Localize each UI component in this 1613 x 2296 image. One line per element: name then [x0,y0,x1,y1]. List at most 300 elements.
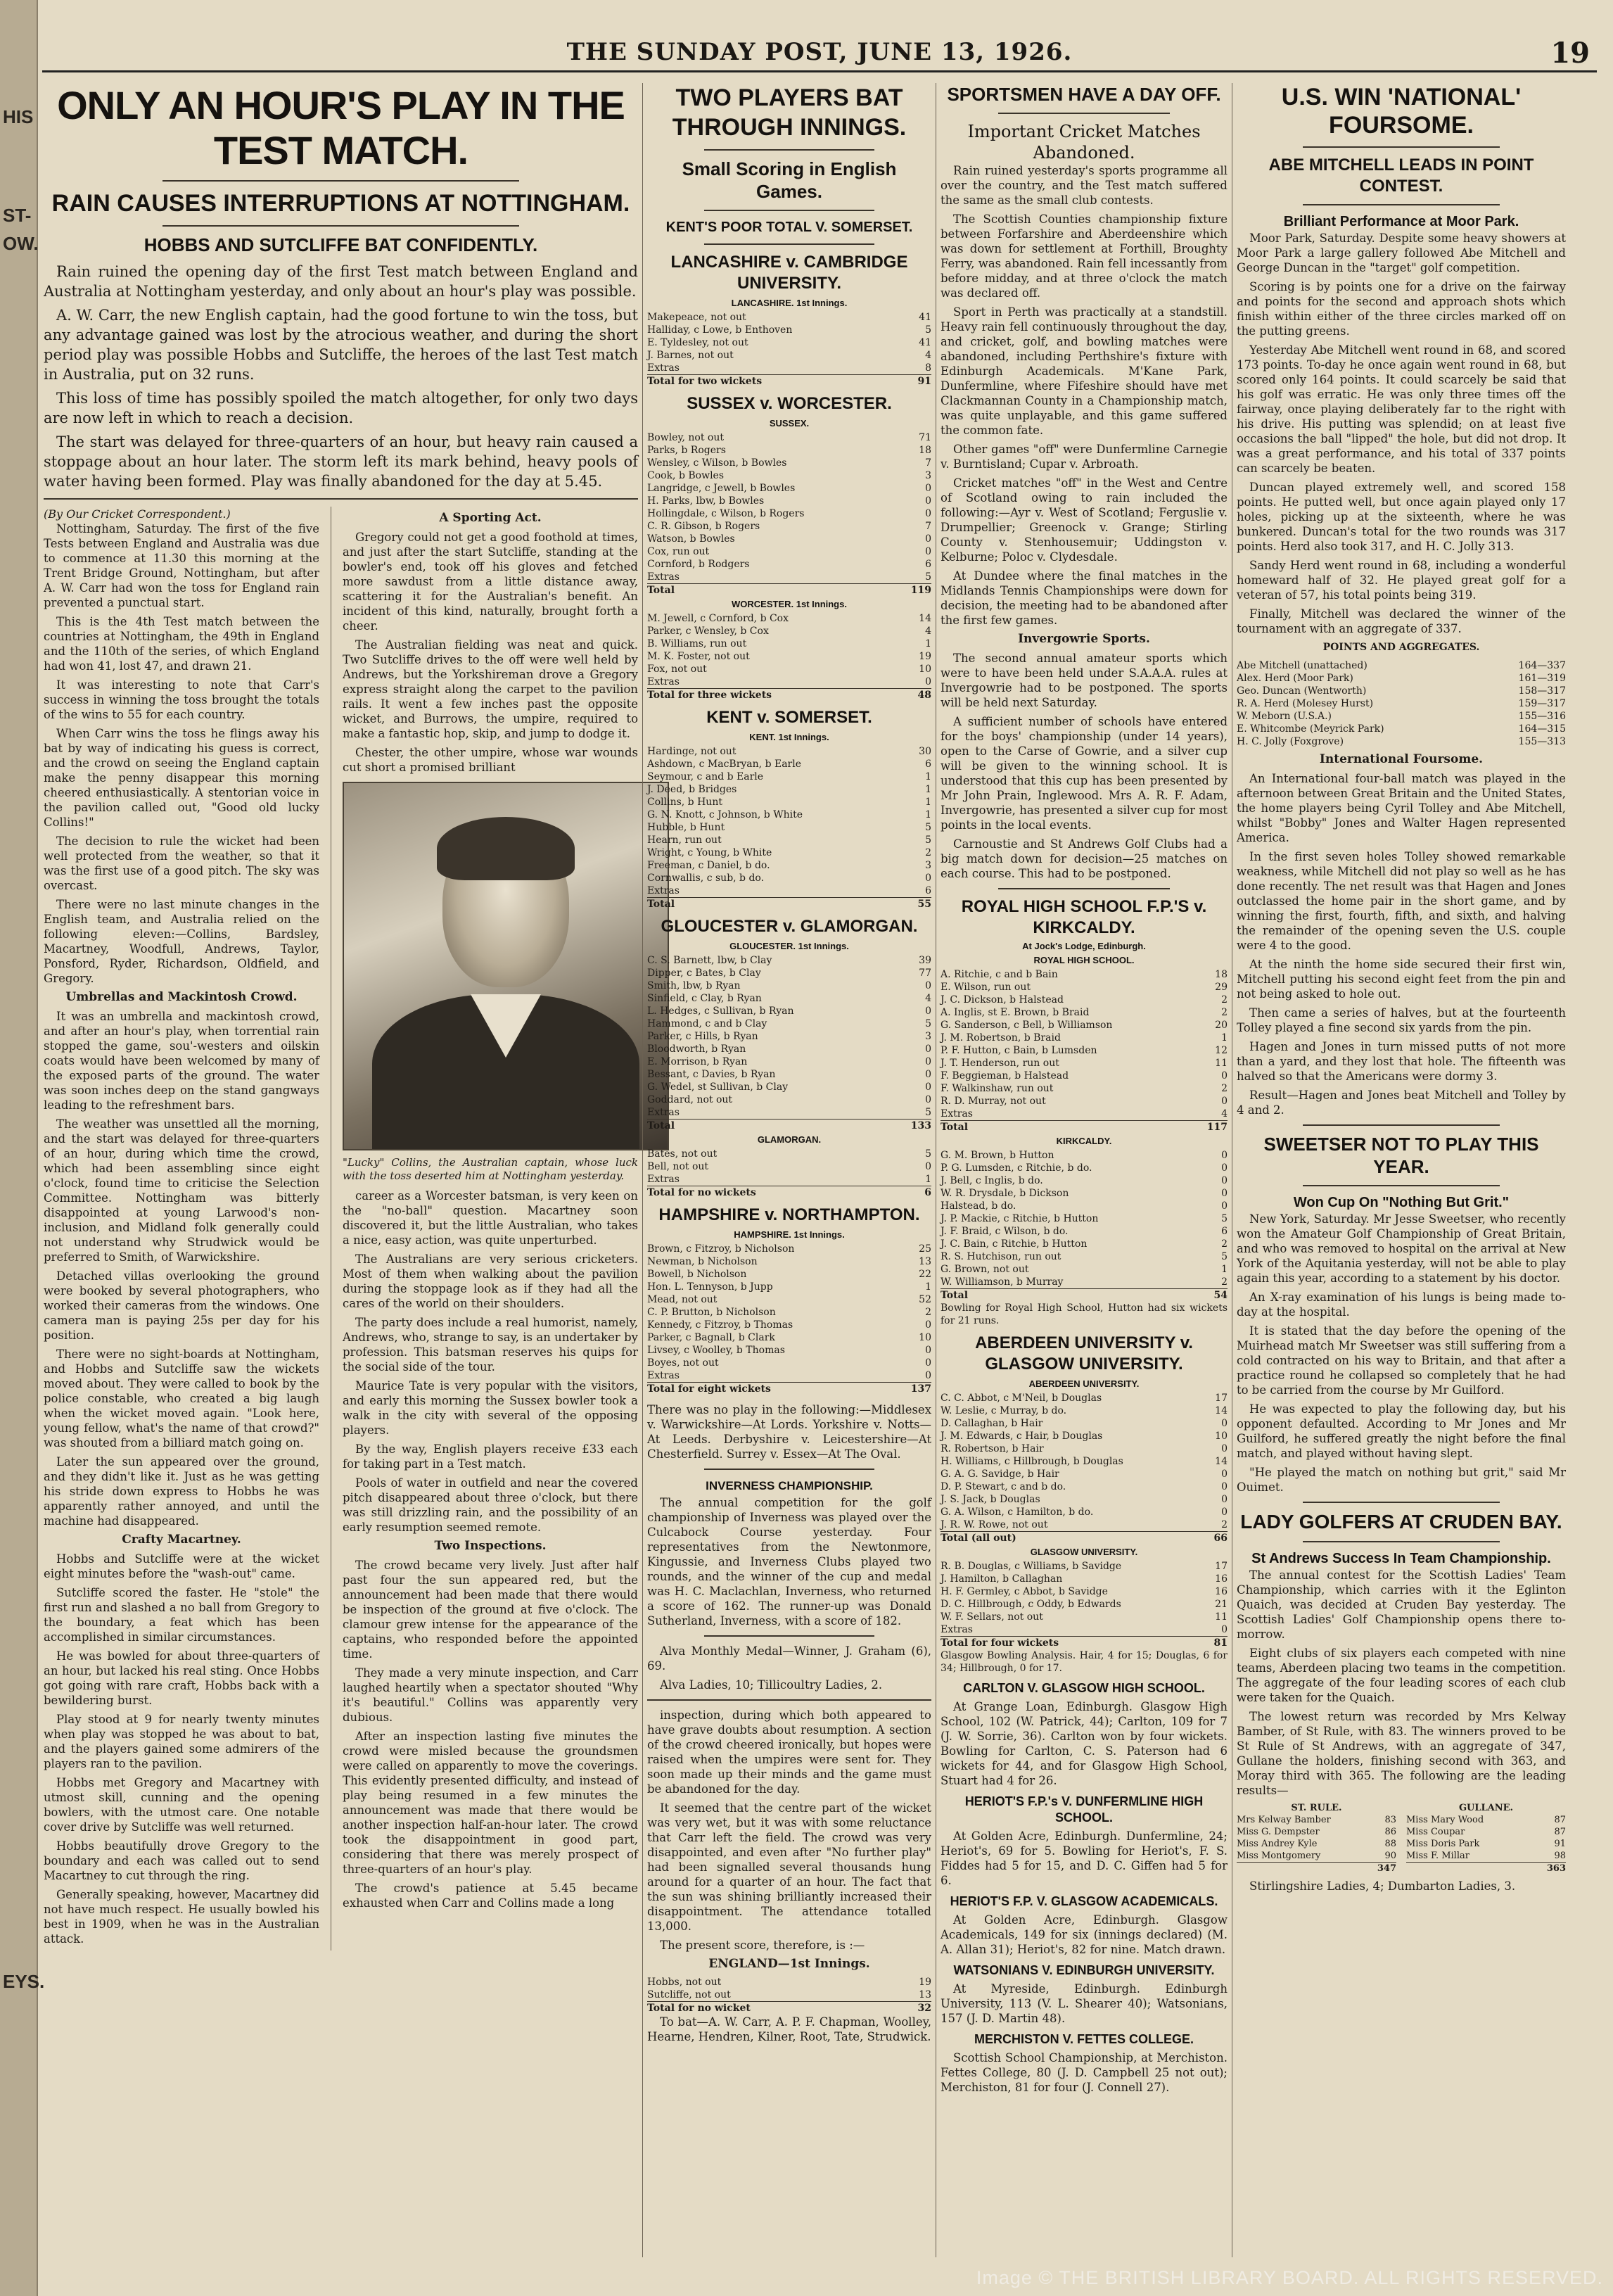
score-row [647,1369,931,1382]
body-paragraph: After an inspection lasting five minutes the crowd were misled because the groundsmen were called on apparently to move the coverings. This evidently presented difficulty, and instead of play being resumed in a few minutes the announcement was made that there would be another inspection half-an-hour later. The crowd took the disappointment in good part, considering that there was merely prospect of three-quarters of an hour's play. [343,1730,638,1876]
byline: (By Our Cricket Correspondent.) [44,507,231,521]
score-row [647,979,931,992]
score-row [941,1225,1228,1238]
runs: 7 [925,521,931,532]
body-paragraph: Eight clubs of six players each competed with nine teams, Aberdeen placing two teams in the competition. The aggregate of the four leading scores of each club were taken for the Quaich. [1237,1647,1566,1704]
score-row [941,1623,1228,1636]
runs: 16 [1215,1586,1228,1597]
county-scoreboards [647,252,931,1395]
score-row [647,1268,931,1281]
club-row [1237,1814,1396,1826]
batsman: Extras [647,362,680,374]
total-label: Total for four wickets [941,1637,1059,1649]
score-row [647,1319,931,1331]
body-paragraph: The Australian fielding was neat and quick. Two Sutcliffe drives to the off were well held by Andrews, but the Yorkshireman drove a Gregory express straight along the carpet to the pavilion rails. It went a few inches past the opposite wicket, and Burrows, the umpire, required to make a fantastic hop, skip, and jump to dodge it. [343,638,638,740]
score-row [941,1573,1228,1585]
total-runs: 48 [917,690,931,701]
score-row [647,1106,931,1119]
batsman: Extras [941,1108,973,1120]
score-row [647,324,931,336]
lead-headline: ONLY AN HOUR'S PLAY IN THE TEST MATCH. [57,83,625,172]
batsman: J. Barnes, not out [647,350,734,361]
score-row [941,1404,1228,1417]
score-row [941,1200,1228,1212]
total-row [647,1186,931,1199]
score: 91 [1554,1839,1566,1849]
runs: 5 [925,324,931,336]
club-name: GULLANE. [1458,1803,1514,1813]
score-row [647,1148,931,1160]
runs: 2 [1221,1007,1228,1018]
points: 164—315 [1518,723,1566,735]
england-innings-head: ENGLAND—1st Innings. [708,1957,870,1971]
total-runs: 133 [910,1120,931,1131]
score: 90 [1384,1851,1396,1861]
batsman: D. Callaghan, b Hair [941,1418,1043,1429]
batsman: Fox, not out [647,664,707,675]
points-row [1237,710,1566,723]
batsman: L. Hedges, c Sullivan, b Ryan [647,1006,794,1017]
score-row [941,1417,1228,1430]
total-row [941,1531,1228,1545]
body-paragraph: Alva Ladies, 10; Tillicoultry Ladies, 2. [660,1678,883,1692]
score-row [941,1212,1228,1225]
batsman: J. F. Braid, c Wilson, b do. [941,1226,1069,1237]
batsman: W. F. Sellars, not out [941,1611,1043,1623]
batsman: Livsey, c Woolley, b Thomas [647,1345,785,1356]
masthead [42,37,1597,72]
runs: 0 [925,483,931,494]
batsman: Extras [647,571,680,583]
body-paragraph: He was bowled for about three-quarters of an hour, but lacked his real sting. Once Hobbs got going with rare craft, Hobbs back with a bewildering burst. [44,1649,320,1707]
batsman: Extras [647,885,680,896]
batsman: C. S. Barnett, lbw, b Clay [647,955,772,966]
runs: 19 [919,651,931,662]
batsman: G. Brown, not out [941,1264,1029,1275]
bowling-note: Glasgow Bowling Analysis. Hair, 4 for 15; Douglas, 6 for 34; Hillbrough, 0 for 17. [941,1650,1228,1674]
score-row [647,872,931,884]
runs: 0 [1221,1162,1228,1174]
score-row [941,1238,1228,1250]
runs: 1 [925,1174,931,1185]
runs: 30 [919,746,931,757]
batsman: Bloodworth, b Ryan [647,1044,746,1055]
batsman: Collins, b Hunt [647,797,722,808]
score-row [647,1293,931,1306]
runs: 14 [1215,1405,1228,1416]
total-row [941,1636,1228,1649]
score: 87 [1554,1827,1566,1837]
score-row [647,1093,931,1106]
body-paragraph: The annual contest for the Scottish Ladies' Team Championship, which carries with it the Eglinton Quaich, was decided at Cruden Bay yesterday. The Scottish Ladies' Golf Championship opens there to-morrow. [1237,1568,1566,1641]
batsman: E. Tyldesley, not out [647,337,748,348]
body-paragraph: Maurice Tate is very popular with the visitors, and early this morning the Sussex bowler took a walk in the city with several of the opposing players. [343,1379,638,1437]
body-paragraph: Generally speaking, however, Macartney did not have much respect. He usually bowled his best in 1909, when he was in the Australian attack. [44,1888,320,1946]
previous-page-gutter [0,0,45,2296]
score-row [647,533,931,545]
match-head: GLOUCESTER. 1st Innings. [729,941,849,951]
score-row [647,520,931,533]
score-row [941,981,1228,994]
runs: 18 [1215,969,1228,980]
match-head: SUSSEX. [769,418,810,429]
batsman: Parker, c Wensley, b Cox [647,626,769,637]
match-head: ABERDEEN UNIVERSITY. [1028,1378,1140,1389]
score-row [941,1082,1228,1095]
total-label: Total for no wickets [647,1187,756,1198]
batsman: B. Williams, run out [647,638,747,649]
body-paragraph: The present score, therefore, is :— [660,1939,865,1952]
result-text: At Grange Loan, Edinburgh. Glasgow High School, 102 (W. Patrick, 44); Carlton, 109 for 7 (J. W. Sorrie, 36). Carlton won by four wickets. Bowling for Carlton, C. S. Paterson had 6 wickets for 44, and for Glasgow High School, Stuart had 4 for 26. [941,1700,1228,1787]
batsman: Bessant, c Davies, b Ryan [647,1069,776,1080]
runs: 10 [1215,1431,1228,1442]
total-label: Total [647,1120,675,1131]
runs: 4 [925,350,931,361]
golf-headline: U.S. WIN 'NATIONAL' FOURSOME. [1281,84,1522,139]
score-row [647,311,931,324]
score-row [941,1044,1228,1057]
runs: 0 [925,1319,931,1331]
points: 161—319 [1518,673,1566,684]
body-paragraph: Hagen and Jones in turn missed putts of not more than a yard, and they lost that hole. The fifteenth was halved so that the Americans were dormy 3. [1237,1040,1566,1083]
score-row [647,783,931,796]
score-row [941,1276,1228,1288]
player: Miss Coupar [1406,1827,1465,1837]
body-paragraph: Hobbs beautifully drove Gregory to the boundary and each was called out to send Macartney to cut through the ring. [44,1839,320,1882]
player: Miss G. Dempster [1237,1827,1320,1837]
result-headline: WATSONIANS V. EDINBURGH UNIVERSITY. [953,1963,1215,1977]
body-paragraph: Sandy Herd went round in 68, including a wonderful homeward half of 32. He played great golf for a veteran of 57, his total points being 319. [1237,559,1566,602]
result-headline: HERIOT'S F.P. V. GLASGOW ACADEMICALS. [950,1894,1218,1908]
body-paragraph: Scoring is by points one for a drive on the fairway and points for the second and approach shots which finish within either of the three circles marked off on the putting greens. [1237,280,1566,338]
st-rule-results [1237,1802,1396,1875]
collins-portrait-photo [343,782,669,1150]
runs: 2 [1221,994,1228,1006]
score-row [647,821,931,834]
runs: 5 [1221,1213,1228,1224]
body-paragraph: Result—Hagen and Jones beat Mitchell and Tolley by 4 and 2. [1237,1089,1566,1117]
score-row [941,1455,1228,1468]
score-row [941,1095,1228,1108]
score-row [647,1344,931,1357]
score: 86 [1384,1827,1396,1837]
sweetser-headline: SWEETSER NOT TO PLAY THIS YEAR. [1263,1134,1539,1177]
score-row [647,676,931,688]
total-row [647,1382,931,1395]
batsman: G. A. G. Savidge, b Hair [941,1469,1059,1480]
body-paragraph: To bat—A. W. Carr, A. P. F. Chapman, Woolley, Hearne, Hendren, Kilner, Root, Tate, Strudwick. [647,2015,931,2043]
total-label: Total for three wickets [647,690,772,701]
batsman: Brown, c Fitzroy, b Nicholson [647,1243,795,1255]
body-paragraph: inspection, during which both appeared to have grave doubts about resumption. A section of the crowd cheered ironically, but hopes were raised when the umpires were sent for. They soon made up their minds and the game must be abandoned for the day. [647,1708,931,1796]
scottish-sport-column [941,83,1228,2257]
runs: 0 [1221,1469,1228,1480]
total-label: Total for two wickets [647,376,763,387]
batsman: Bowell, b Nicholson [647,1269,747,1280]
total-runs: 32 [917,2003,931,2014]
runs: 10 [919,1332,931,1343]
lead-subhead-2: HOBBS AND SUTCLIFFE BAT CONFIDENTLY. [144,234,538,255]
club-total: 347 [1237,1862,1396,1875]
body-paragraph: Hobbs and Sutcliffe were at the wicket eight minutes before the "wash-out" came. [44,1552,320,1580]
runs: 1 [1221,1264,1228,1275]
team-results [1237,1802,1566,1875]
golf-subhead: ABE MITCHELL LEADS IN POINT CONTEST. [1268,156,1534,196]
county-subhead: Small Scoring in English Games. [682,158,897,202]
batsman: Parker, c Hills, b Ryan [647,1031,758,1042]
body-paragraph: Sutcliffe scored the faster. He "stole" the first run and slashed a no ball from Gregory to the boundary, a feat which has been accomplished in similar circumstances. [44,1586,320,1644]
runs: 2 [925,1307,931,1318]
inverness-headline: INVERNESS CHAMPIONSHIP. [706,1479,873,1492]
batsman: P. G. Lumsden, c Ritchie, b do. [941,1162,1092,1174]
body-paragraph: It was an umbrella and mackintosh crowd, and after an hour's play, when torrential rain stopped the game, sou'-westers and oilskin coats would have been welcomed by many of the exposed parts of the ground. The water was soon inches deep on the stand gangways leading to the refreshment bars. [44,1010,320,1112]
runs: 0 [925,495,931,507]
county-cricket-column [647,83,931,2257]
batsman: R. D. Murray, not out [941,1096,1046,1107]
golf-column [1237,83,1566,2257]
batsman: Wensley, c Wilson, b Bowles [647,457,787,469]
sport-subhead: Important Cricket Matches Abandoned. [967,122,1201,163]
batsman: Hubble, b Hunt [647,822,725,833]
result-headline: HERIOT'S F.P.'s V. DUNFERMLINE HIGH SCHOOL. [964,1794,1204,1825]
batsman: Boyes, not out [647,1357,719,1369]
lead-subhead: RAIN CAUSES INTERRUPTIONS AT NOTTINGHAM. [51,190,630,217]
points: 155—316 [1518,711,1566,722]
runs: 2 [925,847,931,858]
batsman: M. Jewell, c Cornford, b Cox [647,613,789,624]
batsman: J. C. Bain, c Ritchie, b Hutton [941,1238,1088,1250]
royal-high-headline: ROYAL HIGH SCHOOL F.P.'S v. KIRKCALDY. [961,897,1207,937]
runs: 0 [1221,1096,1228,1107]
lady-golfers-subhead: St Andrews Success In Team Championship. [1251,1551,1551,1566]
runs: 4 [925,626,931,637]
runs: 29 [1215,982,1228,993]
runs: 19 [919,1977,931,1988]
batsman: C. P. Brutton, b Nicholson [647,1307,776,1318]
score-row [941,1598,1228,1611]
batsman: P. F. Hutton, c Bain, b Lumsden [941,1045,1097,1056]
county-subhead-2: KENT'S POOR TOTAL V. SOMERSET. [665,220,913,235]
match-head: LANCASHIRE v. CAMBRIDGE UNIVERSITY. [670,253,908,293]
runs: 0 [925,1006,931,1017]
score-row [647,625,931,638]
runs: 4 [1221,1108,1228,1120]
score-row [647,362,931,374]
batsman: J. Deed, b Bridges [647,784,737,795]
score-row [647,545,931,558]
runs: 7 [925,457,931,469]
batsman: D. C. Hillbrough, c Oddy, b Edwards [941,1599,1121,1610]
score-row [647,444,931,457]
body-paragraph: When Carr wins the toss he flings away his bat by way of indicating his guess is correct, and the crowd on seeing the England captain make the penny disappear this morning cheered enthusiastically. A stentorian voice in the pavilion called out, "Good old lucky Collins!" [44,727,320,829]
body-paragraph: Then came a series of halves, but at the fourteenth Tolley played a fine second six yards from the pin. [1237,1006,1566,1034]
lead-column-right [343,507,638,1951]
batsman: Cornwallis, c sub, b do. [647,873,765,884]
score-row [941,1468,1228,1480]
player: Miss Montgomery [1237,1851,1321,1861]
club-row [1237,1838,1396,1850]
score-row [647,495,931,507]
club-row [1406,1838,1566,1850]
points: 158—317 [1518,685,1566,697]
score-row [941,1174,1228,1187]
no-play-note: There was no play in the following:—Middlesex v. Warwickshire—At Lords. Yorkshire v. Notts—At Leeds. Derbyshire v. Leicestershire—At Chesterfield. Surrey v. Essex—At The Oval. [647,1403,931,1461]
school-scoreboards [941,940,1228,1675]
body-paragraph: Carnoustie and St Andrews Golf Clubs had a big match down for decision—25 matches on each course. This had to be postponed. [941,837,1228,880]
match-head: KIRKCALDY. [1056,1136,1112,1146]
score-row [647,571,931,583]
runs: 1 [925,1281,931,1293]
total-label: Total [941,1290,969,1301]
club-name: ST. RULE. [1291,1803,1342,1813]
club-row [1406,1826,1566,1838]
runs: 22 [919,1269,931,1280]
runs: 0 [925,1082,931,1093]
runs: 52 [919,1294,931,1305]
match-head: GLOUCESTER v. GLAMORGAN. [661,917,918,936]
body-paragraph: Pools of water in outfield and near the covered pitch disappeared about three o'clock, but there was still drizzling rain, and the possibility of an early resumption seemed remote. [343,1476,638,1534]
match-head: ABERDEEN UNIVERSITY v. GLASGOW UNIVERSITY. [975,1333,1193,1374]
runs: 0 [925,1345,931,1356]
runs: 1 [925,809,931,820]
runs: 1 [925,771,931,782]
runs: 3 [925,1031,931,1042]
body-paragraph: An X-ray examination of his lungs is being made to-day at the hospital. [1237,1290,1566,1319]
body-paragraph: The second annual amateur sports which were to have been held under S.A.A.A. rules at Invergowrie had to be postponed. The sports will be held next Saturday. [941,652,1228,709]
runs: 0 [925,1094,931,1105]
runs: 17 [1215,1561,1228,1572]
copyright-watermark: Image © THE BRITISH LIBRARY BOARD. ALL RIGHTS RESERVED. [976,2267,1603,2288]
match-head: HAMPSHIRE. 1st Innings. [734,1229,845,1240]
sport-headline: SPORTSMEN HAVE A DAY OFF. [947,84,1221,105]
runs: 16 [1215,1573,1228,1585]
runs: 18 [919,445,931,456]
score-row [647,1989,931,2001]
runs: 0 [925,1161,931,1172]
england-scoreboard [647,1976,931,2015]
batsman: J. M. Robertson, b Braid [941,1032,1061,1044]
crosshead: Two Inspections. [434,1539,547,1553]
runs: 0 [925,1069,931,1080]
total-runs: 66 [1213,1533,1228,1544]
body-paragraph: There were no sight-boards at Nottingham, and Hobbs and Sutcliffe saw the wickets moved about. They were called to book by the police constable, who created a big laugh when the wicket moved again. "Look here, young fellow, what's the name of that crowd?" was shouted from a billiard match going on. [44,1347,320,1450]
batsman: M. K. Foster, not out [647,651,750,662]
result-text: At Myreside, Edinburgh. Edinburgh University, 113 (V. L. Shearer 40); Watsonians, 157 (J. D. Martin 48). [941,1982,1228,2025]
points-table-head: POINTS AND AGGREGATES. [1322,642,1480,653]
runs: 77 [919,968,931,979]
batsman: E. Morrison, b Ryan [647,1056,748,1067]
body-paragraph: By the way, English players receive £33 each for taking part in a Test match. [343,1442,638,1471]
body-paragraph: At Dundee where the final matches in the Midlands Tennis Championships were down for decision, the meeting had to be abandoned after the first few games. [941,569,1228,627]
total-label: Total for no wicket [647,2003,751,2014]
runs: 2 [1221,1083,1228,1094]
score-row [647,1357,931,1369]
runs: 11 [1215,1611,1228,1623]
batsman: Parks, b Rogers [647,445,726,456]
body-paragraph: Later the sun appeared over the ground, and they didn't like it. Just as he was getting his stride down express to Hobbs he was apparently rather annoyed, and until the machine had disappeared. [44,1455,320,1528]
batsman: J. R. W. Rowe, not out [941,1519,1048,1530]
batsman: Hon. L. Tennyson, b Jupp [647,1281,773,1293]
points-row [1237,685,1566,697]
runs: 41 [919,337,931,348]
body-paragraph: Sport in Perth was practically at a standstill. Heavy rain fell continuously throughout the day, and cricket, golf, and bowling matches were abandoned, including Perthshire's fixture with Edinburgh Academicals. M'Kane Park, Dunfermline, where Fifeshire should have met Clackmannan County in a Championship match, was quite unplayable, and this game suffered the common fate. [941,305,1228,437]
crosshead: Invergowrie Sports. [1018,632,1150,646]
player: Miss F. Millar [1406,1851,1469,1861]
batsman: J. T. Henderson, run out [941,1058,1059,1069]
result-text: Scottish School Championship, at Merchiston. Fettes College, 80 (J. D. Campbell 25 not out); Merchiston, 81 for four (J. Connell 27). [941,2051,1228,2094]
total-row [647,2001,931,2015]
runs: 39 [919,955,931,966]
player: Miss Andrey Kyle [1237,1839,1318,1849]
score: 88 [1384,1839,1396,1849]
batsman: Goddard, not out [647,1094,733,1105]
runs: 21 [1215,1599,1228,1610]
runs: 11 [1215,1058,1228,1069]
total-row [941,1288,1228,1302]
runs: 10 [919,664,931,675]
runs: 0 [1221,1494,1228,1505]
runs: 0 [1221,1070,1228,1082]
score-row [941,1585,1228,1598]
gutter-fragment: EYS. [3,1971,45,1992]
body-paragraph: They made a very minute inspection, and Carr laughed heartily when a spectator shouted "Why it's beautiful." Collins was apparently very dubious. [343,1666,638,1724]
runs: 5 [925,835,931,846]
runs: 1 [925,797,931,808]
score-row [647,1173,931,1186]
club-row [1406,1850,1566,1862]
gullane-results [1406,1802,1566,1875]
score-row [941,1108,1228,1120]
batsman: Hammond, c and b Clay [647,1018,767,1029]
runs: 1 [1221,1032,1228,1044]
body-paragraph: "He played the match on nothing but grit," said Mr Ouimet. [1237,1466,1566,1494]
club-row [1237,1850,1396,1862]
runs: 0 [925,546,931,557]
score-row [647,1331,931,1344]
total-runs: 119 [910,585,931,596]
total-runs: 137 [910,1383,931,1395]
score-row [647,834,931,846]
body-paragraph: There were no last minute changes in the English team, and Australia relied on the following eleven:—Collins, Bardsley, Macartney, Woodfull, Andrews, Taylor, Ponsford, Ryder, Richardson, Oldfield, and Gregory. [44,898,320,985]
runs: 0 [1221,1150,1228,1161]
runs: 0 [925,1370,931,1381]
runs: 6 [925,759,931,770]
batsman: Parker, c Bagnall, b Clark [647,1332,775,1343]
batsman: G. N. Knott, c Johnson, b White [647,809,803,820]
total-runs: 54 [1213,1290,1228,1301]
batsman: Bowley, not out [647,432,725,443]
body-paragraph: The Australians are very serious cricketers. Most of them when walking about the pavilion during the stoppage look as if they had all the cares of the world on their shoulders. [343,1252,638,1310]
runs: 6 [925,885,931,896]
body-paragraph: Nottingham, Saturday. The first of the five Tests between England and Australia was due to commence at 11.30 this morning at the Trent Bridge Ground, Nottingham, but after A. W. Carr had won the toss for England rain prevented a punctual start. [44,522,320,609]
total-row [647,688,931,702]
score: 87 [1554,1815,1566,1825]
score-row [647,846,931,859]
batsman: Freeman, c Daniel, b do. [647,860,770,871]
batsman: Langridge, c Jewell, b Bowles [647,483,796,494]
body-paragraph: It is stated that the day before the opening of the Muirhead match Mr Sweetser was still suffering from a cold contracted on his way to Britain, and that after a practice round he collapsed so completely that he had to be carried from the course by Mr Guilford. [1237,1324,1566,1397]
runs: 0 [1221,1418,1228,1429]
runs: 13 [919,1256,931,1267]
match-head: HAMPSHIRE v. NORTHAMPTON. [658,1205,920,1224]
batsman: W. R. Drysdale, b Dickson [941,1188,1069,1199]
score-row [941,1480,1228,1493]
match-head: At Jock's Lodge, Edinburgh. [1022,941,1146,951]
batsman: Hobbs, not out [647,1977,722,1988]
points: 155—313 [1518,736,1566,747]
club-total: 363 [1406,1862,1566,1875]
score-row [941,1187,1228,1200]
